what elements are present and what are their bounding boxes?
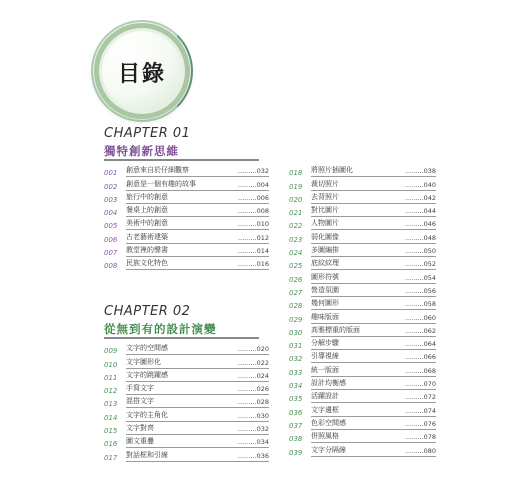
entry-title: 古老藝術建築 xyxy=(126,232,168,241)
toc-entry[interactable] xyxy=(289,363,436,376)
toc-entry[interactable] xyxy=(289,403,436,416)
entry-page: .........054 xyxy=(404,273,436,282)
toc-entry[interactable] xyxy=(289,284,436,297)
entry-page: .........006 xyxy=(237,193,269,202)
chapter-02-list xyxy=(104,342,269,462)
entry-page: .........042 xyxy=(404,193,436,202)
entry-title: 趣味版面 xyxy=(311,312,339,321)
entry-title: 手寫文字 xyxy=(126,384,154,393)
entry-title: 對比圖片 xyxy=(311,206,339,215)
toc-entry[interactable] xyxy=(289,177,436,190)
entry-page: .........008 xyxy=(237,207,269,216)
toc-entry[interactable] xyxy=(104,395,269,408)
entry-line xyxy=(126,436,269,448)
toc-entry[interactable] xyxy=(104,177,269,190)
entry-line xyxy=(126,357,269,369)
entry-line xyxy=(311,165,436,177)
entry-line xyxy=(126,245,269,257)
entry-line xyxy=(311,298,436,310)
entry-page: .........024 xyxy=(237,371,269,380)
entry-number: 037 xyxy=(289,421,303,430)
entry-number: 034 xyxy=(289,382,303,391)
entry-title: 分解步驟 xyxy=(311,339,339,348)
entry-title: 活躍設計 xyxy=(311,392,339,401)
entry-page: .........080 xyxy=(404,446,436,455)
entry-page: .........012 xyxy=(237,233,269,242)
entry-page: .........068 xyxy=(404,366,436,375)
entry-number: 006 xyxy=(104,235,118,244)
entry-number: 026 xyxy=(289,275,303,284)
toc-entry[interactable] xyxy=(289,244,436,257)
entry-page: .........046 xyxy=(404,220,436,229)
entry-line xyxy=(126,410,269,422)
entry-title: 色彩空間感 xyxy=(311,418,346,427)
toc-entry[interactable] xyxy=(104,435,269,448)
entry-line xyxy=(311,431,436,443)
toc-entry[interactable] xyxy=(104,408,269,421)
entry-number: 024 xyxy=(289,249,303,258)
chapter-01-list xyxy=(104,164,269,270)
toc-entry[interactable] xyxy=(289,324,436,337)
entry-line xyxy=(311,351,436,363)
entry-number: 018 xyxy=(289,169,303,178)
entry-title: 圖文重疊 xyxy=(126,437,154,446)
toc-entry[interactable] xyxy=(289,350,436,363)
entry-number: 030 xyxy=(289,328,303,337)
entry-line xyxy=(126,218,269,230)
toc-entry[interactable] xyxy=(104,369,269,382)
entry-line xyxy=(126,192,269,204)
entry-title: 文字分隔線 xyxy=(311,445,346,454)
toc-entry[interactable] xyxy=(289,164,436,177)
entry-number: 008 xyxy=(104,262,118,271)
entry-line xyxy=(311,312,436,324)
entry-page: .........062 xyxy=(404,326,436,335)
toc-entry[interactable] xyxy=(104,257,269,270)
entry-number: 038 xyxy=(289,435,303,444)
chapter-02-subtitle: 從無到有的設計演變 xyxy=(104,322,217,336)
chapter-01-subtitle: 獨特創新思維 xyxy=(104,144,179,158)
entry-title: 將照片插圖化 xyxy=(311,166,353,175)
toc-entry[interactable] xyxy=(289,270,436,283)
toc-entry[interactable] xyxy=(289,417,436,430)
entry-title: 統一版面 xyxy=(311,365,339,374)
entry-line xyxy=(126,370,269,382)
entry-number: 020 xyxy=(289,195,303,204)
entry-number: 011 xyxy=(104,373,118,382)
toc-entry[interactable] xyxy=(104,191,269,204)
entry-page: .........030 xyxy=(237,411,269,420)
entry-line xyxy=(126,343,269,355)
chapter-02-list-continued xyxy=(289,164,436,457)
toc-entry[interactable] xyxy=(289,191,436,204)
entry-number: 039 xyxy=(289,448,303,457)
entry-line xyxy=(311,258,436,270)
entry-page: .........036 xyxy=(237,451,269,460)
entry-line xyxy=(311,445,436,457)
entry-number: 022 xyxy=(289,222,303,231)
entry-number: 002 xyxy=(104,182,118,191)
entry-title: 文字的空間感 xyxy=(126,344,168,353)
toc-entry[interactable] xyxy=(289,337,436,350)
entry-title: 文字的主角化 xyxy=(126,410,168,419)
entry-page: .........004 xyxy=(237,180,269,189)
entry-title: 營造氛圍 xyxy=(311,285,339,294)
entry-number: 010 xyxy=(104,360,118,369)
entry-page: .........060 xyxy=(404,313,436,322)
entry-page: .........052 xyxy=(404,260,436,269)
entry-number: 007 xyxy=(104,249,118,258)
entry-title: 對話框和引線 xyxy=(126,450,168,459)
entry-page: .........010 xyxy=(237,220,269,229)
entry-number: 015 xyxy=(104,427,118,436)
entry-page: .........056 xyxy=(404,286,436,295)
entry-number: 032 xyxy=(289,355,303,364)
entry-page: .........064 xyxy=(404,340,436,349)
entry-title: 旅行中的創意 xyxy=(126,192,168,201)
entry-line xyxy=(311,285,436,297)
entry-page: .........076 xyxy=(404,419,436,428)
entry-line xyxy=(126,383,269,395)
toc-entry[interactable] xyxy=(104,355,269,368)
toc-entry[interactable] xyxy=(104,244,269,257)
entry-line xyxy=(311,338,436,350)
page-title: 目錄 xyxy=(117,62,166,87)
entry-page: .........034 xyxy=(237,438,269,447)
toc-entry[interactable] xyxy=(289,310,436,323)
entry-page: .........016 xyxy=(237,260,269,269)
entry-page: .........074 xyxy=(404,406,436,415)
entry-line xyxy=(311,391,436,403)
chapter-02-label: CHAPTER 02 xyxy=(104,304,191,319)
entry-line xyxy=(126,165,269,177)
toc-entry[interactable] xyxy=(104,217,269,230)
entry-number: 019 xyxy=(289,182,303,191)
toc-entry[interactable] xyxy=(104,230,269,243)
entry-title: 幾何圖形 xyxy=(311,299,339,308)
entry-number: 031 xyxy=(289,342,303,351)
entry-title: 裁切照片 xyxy=(311,179,339,188)
toc-entry[interactable] xyxy=(289,443,436,456)
entry-line xyxy=(126,205,269,217)
entry-number: 009 xyxy=(104,347,118,356)
entry-number: 036 xyxy=(289,408,303,417)
entry-page: .........078 xyxy=(404,433,436,442)
toc-entry[interactable] xyxy=(104,448,269,461)
toc-entry[interactable] xyxy=(104,164,269,177)
entry-title: 美術中的創意 xyxy=(126,219,168,228)
entry-page: .........072 xyxy=(404,393,436,402)
entry-number: 016 xyxy=(104,440,118,449)
toc-badge xyxy=(94,23,190,119)
entry-number: 017 xyxy=(104,453,118,462)
toc-entry[interactable] xyxy=(104,204,269,217)
entry-number: 021 xyxy=(289,209,303,218)
entry-number: 014 xyxy=(104,413,118,422)
entry-line xyxy=(311,218,436,230)
entry-line xyxy=(311,325,436,337)
entry-number: 033 xyxy=(289,368,303,377)
entry-line xyxy=(311,418,436,430)
toc-entry[interactable] xyxy=(289,297,436,310)
entry-number: 025 xyxy=(289,262,303,271)
entry-title: 創意來自於仔細觀察 xyxy=(126,166,189,175)
entry-line xyxy=(311,192,436,204)
entry-title: 設計均衡感 xyxy=(311,379,346,388)
toc-entry[interactable] xyxy=(104,382,269,395)
entry-line xyxy=(126,179,269,191)
entry-page: .........032 xyxy=(237,167,269,176)
entry-title: 文字邊框 xyxy=(311,405,339,414)
entry-page: .........032 xyxy=(237,425,269,434)
entry-title: 圖形符號 xyxy=(311,272,339,281)
entry-number: 012 xyxy=(104,387,118,396)
entry-title: 餐桌上的創意 xyxy=(126,206,168,215)
toc-entry[interactable] xyxy=(289,257,436,270)
entry-number: 003 xyxy=(104,195,118,204)
toc-entry[interactable] xyxy=(289,390,436,403)
entry-line xyxy=(311,365,436,377)
entry-page: .........070 xyxy=(404,380,436,389)
entry-line xyxy=(126,396,269,408)
entry-page: .........022 xyxy=(237,358,269,367)
entry-title: 底紋紋理 xyxy=(311,259,339,268)
entry-page: .........014 xyxy=(237,247,269,256)
entry-title: 併照風格 xyxy=(311,432,339,441)
entry-page: .........020 xyxy=(237,345,269,354)
entry-page: .........050 xyxy=(404,247,436,256)
toc-entry[interactable] xyxy=(289,377,436,390)
entry-number: 029 xyxy=(289,315,303,324)
entry-title: 混搭文字 xyxy=(126,397,154,406)
entry-line xyxy=(311,205,436,217)
entry-line xyxy=(126,258,269,270)
chapter-01-label: CHAPTER 01 xyxy=(104,126,191,141)
entry-number: 028 xyxy=(289,302,303,311)
entry-number: 004 xyxy=(104,209,118,218)
entry-title: 文字對齊 xyxy=(126,424,154,433)
entry-page: .........044 xyxy=(404,207,436,216)
entry-number: 023 xyxy=(289,235,303,244)
toc-entry[interactable] xyxy=(289,230,436,243)
entry-line xyxy=(126,450,269,462)
toc-entry[interactable] xyxy=(289,430,436,443)
entry-number: 005 xyxy=(104,222,118,231)
entry-title: 民族文化特色 xyxy=(126,259,168,268)
entry-page: .........066 xyxy=(404,353,436,362)
entry-line xyxy=(311,272,436,284)
entry-line xyxy=(311,232,436,244)
toc-entry[interactable] xyxy=(104,422,269,435)
chapter-02-divider xyxy=(104,337,259,339)
entry-title: 文字的跳躍感 xyxy=(126,370,168,379)
toc-entry[interactable] xyxy=(289,204,436,217)
entry-title: 創意是一個有趣的故事 xyxy=(126,179,196,188)
entry-title: 去背照片 xyxy=(311,192,339,201)
chapter-01-divider xyxy=(104,159,259,161)
entry-number: 035 xyxy=(289,395,303,404)
entry-line xyxy=(311,179,436,191)
entry-line xyxy=(126,423,269,435)
entry-line xyxy=(311,378,436,390)
entry-title: 人物圖片 xyxy=(311,219,339,228)
toc-entry[interactable] xyxy=(289,217,436,230)
toc-entry[interactable] xyxy=(104,342,269,355)
entry-line xyxy=(126,232,269,244)
entry-page: .........048 xyxy=(404,233,436,242)
entry-title: 弱化圖像 xyxy=(311,232,339,241)
entry-number: 013 xyxy=(104,400,118,409)
entry-title: 高雅標重的版面 xyxy=(311,325,360,334)
entry-page: .........040 xyxy=(404,180,436,189)
entry-page: .........026 xyxy=(237,385,269,394)
entry-title: 引導視線 xyxy=(311,352,339,361)
entry-page: .........028 xyxy=(237,398,269,407)
entry-title: 多圖編排 xyxy=(311,246,339,255)
entry-page: .........038 xyxy=(404,167,436,176)
entry-title: 教堂裡的聲書 xyxy=(126,246,168,255)
entry-number: 027 xyxy=(289,288,303,297)
entry-number: 001 xyxy=(104,169,118,178)
entry-line xyxy=(311,245,436,257)
entry-page: .........058 xyxy=(404,300,436,309)
entry-line xyxy=(311,405,436,417)
entry-title: 文字圖形化 xyxy=(126,357,161,366)
